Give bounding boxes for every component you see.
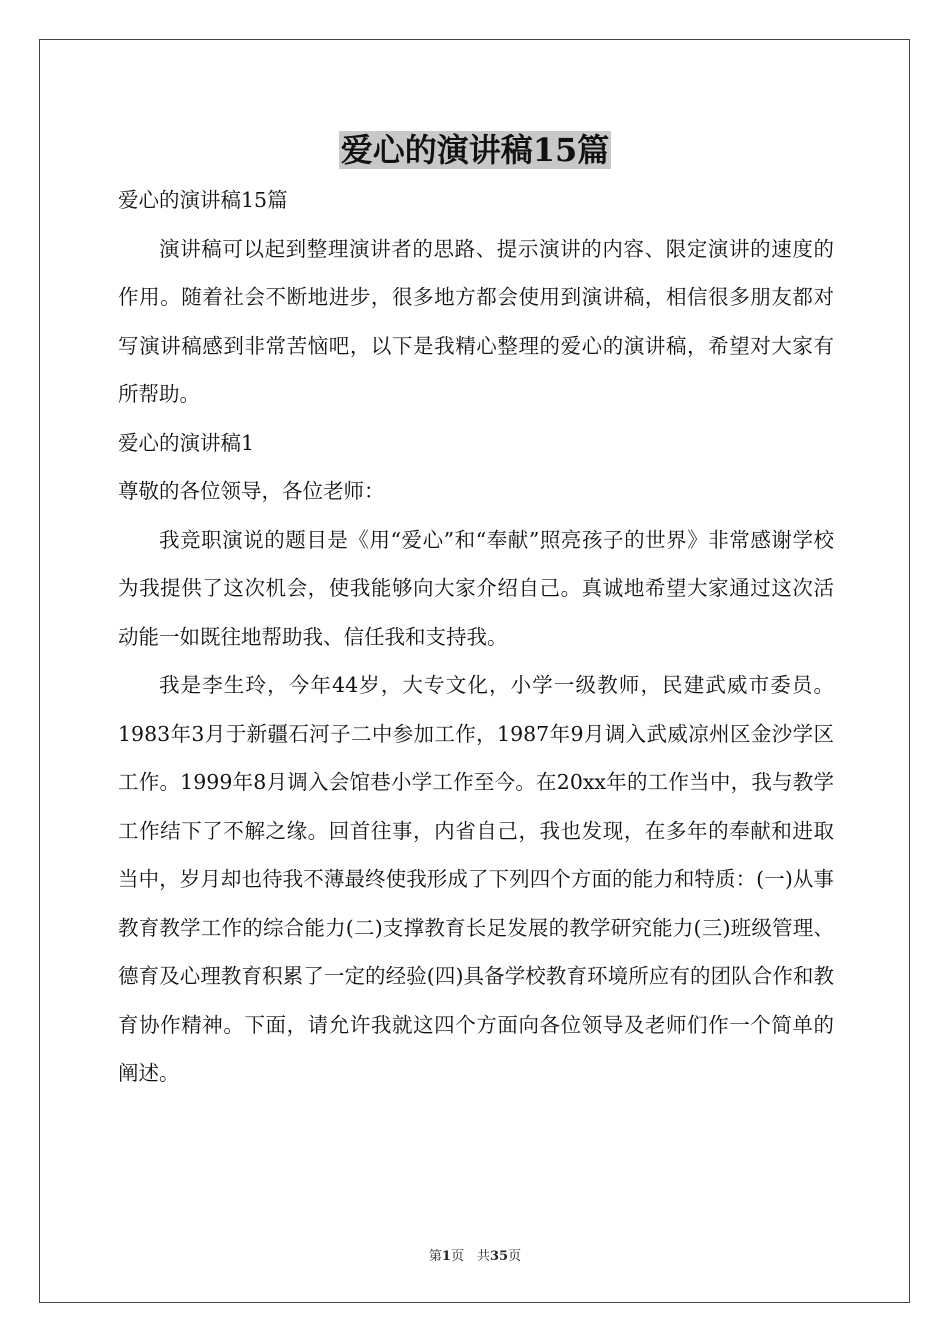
page-number-total: 35	[489, 1249, 509, 1264]
page-number-prefix: 第	[428, 1249, 442, 1264]
salutation: 尊敬的各位领导，各位老师：	[118, 479, 385, 503]
paragraph-speech-topic: 我竞职演说的题目是《用“爱心”和“奉献”照亮孩子的世界》非常感谢学校为我提供了这次机会，使我能够向大家介绍自己。真诚地希望大家通过这次活动能一如既往地帮助我、信任我和支持我。	[118, 527, 834, 649]
paragraph-intro: 演讲稿可以起到整理演讲者的思路、提示演讲的内容、限定演讲的速度的作用。随着社会不断地进步，很多地方都会使用到演讲稿，相信很多朋友都对写演讲稿感到非常苦恼吧，以下是我精心整理的爱心的演讲稿，希望对大家有所帮助。	[118, 236, 834, 406]
paragraph-self-introduction: 我是李生玲，今年44岁，大专文化，小学一级教师，民建武威市委员。1983年3月于新疆石河子二中参加工作，1987年9月调入武威凉州区金沙学区工作。1999年8月调入会馆巷小学工作至今。在20xx年的工作当中，我与教学工作结下了不解之缘。回首往事，内省自己，我也发现，在多年的奉献和进取当中，岁月却也待我不薄最终使我形成了下列四个方面的能力和特质：(一)从事教育教学工作的综合能力(二)支撑教育长足发展的教学研究能力(三)班级管理、德育及心理教育积累了一定的经验(四)具备学校教育环境所应有的团队合作和教育协作精神。下面，请允许我就这四个方面向各位领导及老师们作一个简单的阐述。	[118, 673, 834, 1085]
page-number-current: 1	[441, 1249, 451, 1264]
page-footer	[0, 1248, 950, 1266]
page-number-middle: 页 共	[450, 1249, 490, 1264]
document-subtitle: 爱心的演讲稿15篇	[118, 188, 288, 212]
document-title	[0, 128, 950, 172]
page-number-suffix: 页	[508, 1249, 522, 1264]
section-heading: 爱心的演讲稿1	[118, 430, 255, 455]
document-body	[118, 176, 834, 1098]
document-title-text: 爱心的演讲稿15篇	[340, 131, 610, 169]
